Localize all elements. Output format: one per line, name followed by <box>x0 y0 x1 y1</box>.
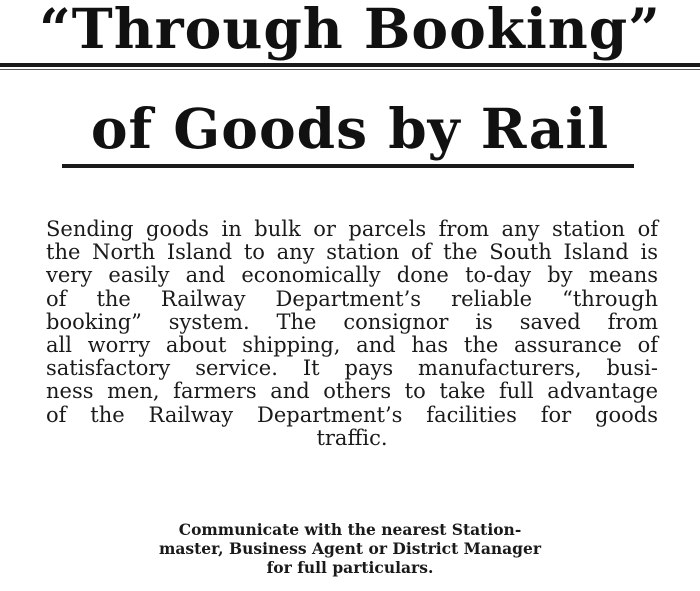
contact-notice <box>100 520 600 577</box>
contact-line: Communicate with the nearest Station- <box>178 520 522 539</box>
top-rule <box>0 63 700 67</box>
body-line: Sending goods in bulk or parcels from any station of <box>46 217 658 241</box>
top-rule-thin <box>0 69 700 70</box>
body-line: of the Railway Department’s facilities for goods <box>46 402 658 427</box>
body-line: the North Island to any station of the South Island is <box>46 240 658 265</box>
contact-line: for full particulars. <box>266 558 434 577</box>
body-line: booking” system. The consignor is saved from <box>46 309 658 334</box>
body-line: traffic. <box>316 425 388 450</box>
headline-underline <box>62 164 634 168</box>
body-line: all worry about shipping, and has the assurance of <box>46 332 658 357</box>
body-line: satisfactory service. It pays manufacturers, busi- <box>46 356 658 381</box>
body-line: of the Railway Department’s reliable “through <box>46 286 658 311</box>
headline-line-2: of Goods by Rail <box>90 96 610 161</box>
headline-line-1: “Through Booking” <box>39 0 661 61</box>
body-paragraph <box>46 218 658 450</box>
body-line: ness men, farmers and others to take full advantage <box>46 379 658 404</box>
contact-line: master, Business Agent or District Manager <box>158 539 542 558</box>
body-line: very easily and economically done to-day by means <box>46 263 658 288</box>
